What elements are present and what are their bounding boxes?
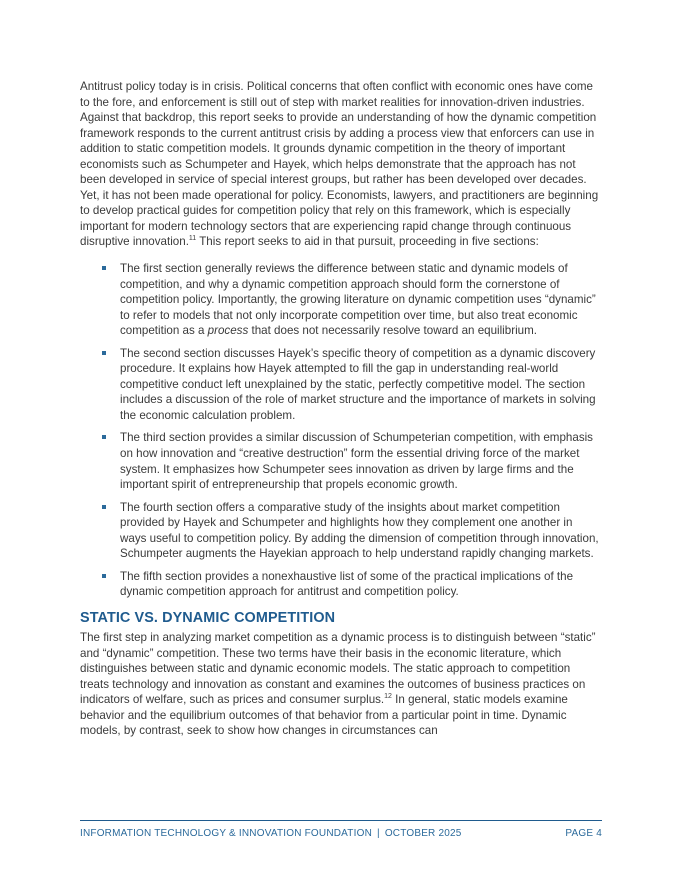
list-item — [102, 500, 602, 562]
footer-separator: | — [377, 828, 380, 839]
section-outline-list — [80, 261, 602, 600]
footer-publisher — [80, 828, 462, 839]
section-text-part-1: The first step in analyzing market competition as a dynamic process is to distinguish between “static” and “dynamic” competition. These two terms have their basis in the economic literature, which distinguishes between static and dynamic economic models. The static approach to competition treats technology and innovation as constant and examines the outcomes of business practices on indicators of welfare, such as prices and consumer surplus. — [80, 630, 596, 707]
list-item — [102, 346, 602, 424]
bullet-text: The third section provides a similar discussion of Schumpeterian competition, with emphasis on how innovation and “creative destruction” form the essential driving force of the market system. It emphasizes how Schumpeter sees innovation as driven by large firms and the important spirit of entrepreneurship that propels economic growth. — [120, 431, 593, 492]
section-text-part-2: In general, static models examine behavior and the equilibrium outcomes of that behavior from a particular point in time. Dynamic models, by contrast, seek to show how changes in circumstances can — [80, 693, 568, 738]
square-bullet-icon — [102, 266, 106, 270]
bullet-text: The first section generally reviews the difference between static and dynamic models of competition, and why a dynamic competition approach should form the cornerstone of competition policy. Importantly, the growing literature on dynamic competition uses “dynamic” to refer to models that not only incorporate competition over time, but also treat economic competition as a process that does not necessarily resolve toward an equilibrium. — [120, 262, 596, 338]
list-item — [102, 569, 602, 600]
page-body — [80, 79, 602, 739]
square-bullet-icon — [102, 574, 106, 578]
footer-divider — [80, 820, 602, 821]
bullet-text: The fifth section provides a nonexhaustive list of some of the practical implications of the dynamic competition approach for antitrust and competition policy. — [120, 569, 574, 599]
footer-date: OCTOBER 2025 — [384, 828, 462, 839]
intro-text-part-1: Antitrust policy today is in crisis. Political concerns that often conflict with economic ones have come to the fore, and enforcement is still out of step with market realities for innovation-driven industries. Against that backdrop, this report seeks to provide an understanding of how the dynamic competition framework responds to the current antitrust crisis by adding a process view that enforcers can use in addition to static competition models. It grounds dynamic competition in the theory of important economists such as Schumpeter and Hayek, which helps demonstrate that the approach has not been developed in service of special interest groups, but rather has been developed over decades. Yet, it has not been made operational for policy. Economists, lawyers, and practitioners are beginning to develop practical guides for competition policy that rely on this framework, which is especially important for modern technology sectors that are experiencing rapid change through continuous disruptive innovation. — [80, 80, 599, 249]
footnote-ref-12[interactable]: 12 — [384, 693, 392, 701]
square-bullet-icon — [102, 505, 106, 509]
list-item — [102, 430, 602, 492]
square-bullet-icon — [102, 435, 106, 439]
list-item — [102, 261, 602, 339]
page-number: PAGE 4 — [565, 828, 602, 839]
bullet-text: The second section discusses Hayek’s specific theory of competition as a dynamic discovery procedure. It explains how Hayek attempted to fill the gap in understanding real-world competitive conduct left unexplained by the static, perfectly competitive model. The section includes a discussion of the role of market structure and the importance of markets in solving the economic calculation problem. — [120, 346, 596, 422]
emphasis-process: process — [207, 324, 249, 338]
intro-paragraph — [80, 79, 602, 250]
square-bullet-icon — [102, 351, 106, 355]
footnote-ref-11[interactable]: 11 — [188, 235, 197, 243]
intro-text-part-2: This report seeks to aid in that pursuit, proceeding in five sections: — [196, 235, 539, 249]
section-paragraph — [80, 630, 602, 739]
footer-organization: INFORMATION TECHNOLOGY & INNOVATION FOUNDATION — [80, 828, 372, 839]
bullet-text: The fourth section offers a comparative study of the insights about market competition provided by Hayek and Schumpeter and highlights how they complement one another in ways useful to competition policy. By adding the dimension of competition through innovation, Schumpeter augments the Hayekian approach to help understand rapidly changing markets. — [120, 500, 599, 561]
section-heading: STATIC VS. DYNAMIC COMPETITION — [80, 609, 336, 626]
